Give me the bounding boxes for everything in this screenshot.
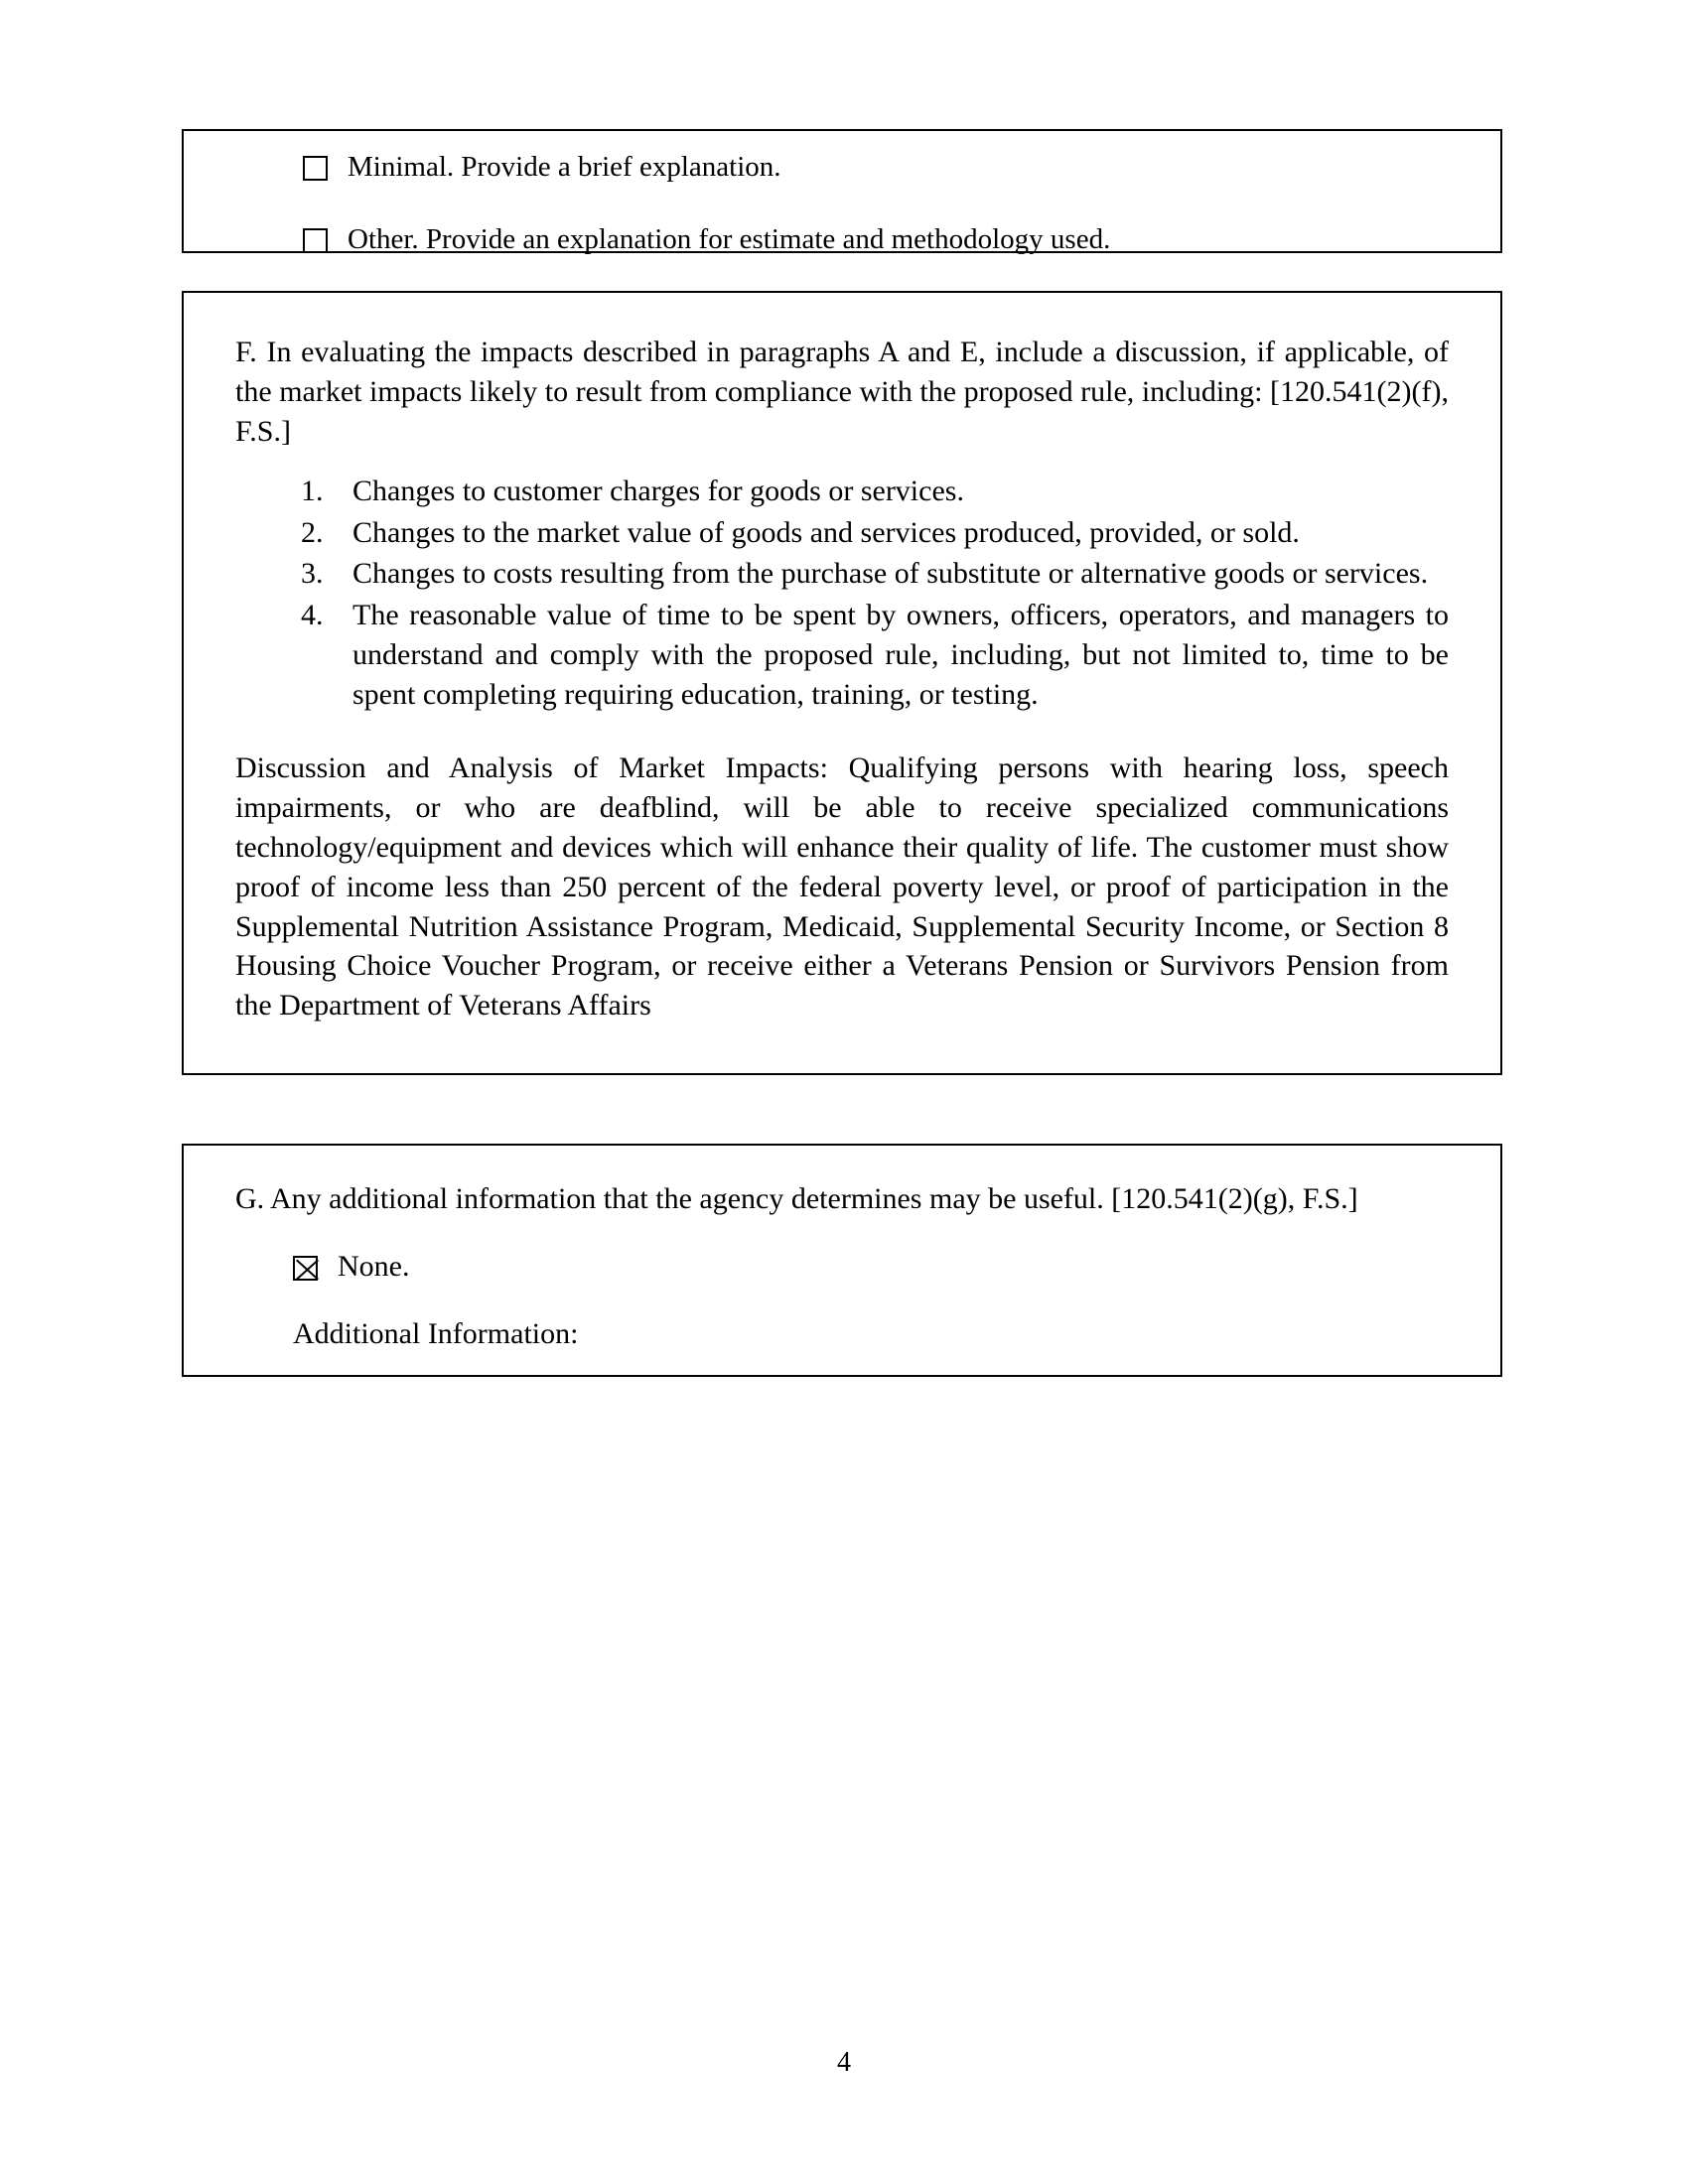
checkbox-minimal-icon[interactable]: [303, 156, 328, 181]
checkbox-other-icon[interactable]: [303, 228, 328, 253]
list-item: 3. Changes to costs resulting from the purchase of substitute or alternative goods or services.: [331, 554, 1449, 594]
list-item: 1. Changes to customer charges for goods or services.: [331, 472, 1449, 511]
page-number: 4: [837, 2047, 851, 2078]
section-f-discussion: Discussion and Analysis of Market Impacts: Qualifying persons with hearing loss, speech impairments, or who are deafblind, will be able to receive specialized communications technology/equipment and devices which will enhance their quality of life. The customer must show proof of income less than 250 percent of the federal poverty level, or proof of participation in the Supplemental Nutrition Assistance Program, Medicaid, Supplemental Security Income, or Section 8 Housing Choice Voucher Program, or receive either a Veterans Pension or Survivors Pension from the Department of Veterans Affairs: [235, 751, 1449, 1023]
checkbox-row-other[interactable]: [303, 222, 1500, 257]
section-g-heading: G. Any additional information that the agency determines may be useful. [120.541(2)(g), F.S.]: [235, 1182, 1358, 1215]
section-f-list: [235, 472, 1449, 715]
list-item: 2. Changes to the market value of goods and services produced, provided, or sold.: [331, 513, 1449, 553]
checkbox-row-minimal[interactable]: [303, 150, 1500, 185]
options-checkbox-box: [182, 129, 1502, 253]
checkbox-none-label: None.: [338, 1250, 410, 1283]
section-f-box: [182, 291, 1502, 1075]
section-g-box: [182, 1144, 1502, 1377]
list-item: 4. The reasonable value of time to be spent by owners, officers, operators, and managers to understand and comply with the proposed rule, including, but not limited to, time to be spent completing requiring education, training, or testing.: [331, 596, 1449, 715]
additional-information-label: Additional Information:: [293, 1317, 579, 1350]
checkbox-minimal-label: Minimal. Provide a brief explanation.: [348, 151, 781, 183]
checkbox-other-label: Other. Provide an explanation for estimate and methodology used.: [348, 222, 1111, 255]
checkbox-row-none[interactable]: [293, 1250, 1461, 1284]
checkbox-none-icon[interactable]: [293, 1256, 318, 1281]
section-f-heading: F. In evaluating the impacts described in paragraphs A and E, include a discussion, if applicable, of the market impacts likely to result from compliance with the proposed rule, including: [120.541(2)(f), F.S.]: [235, 336, 1449, 448]
